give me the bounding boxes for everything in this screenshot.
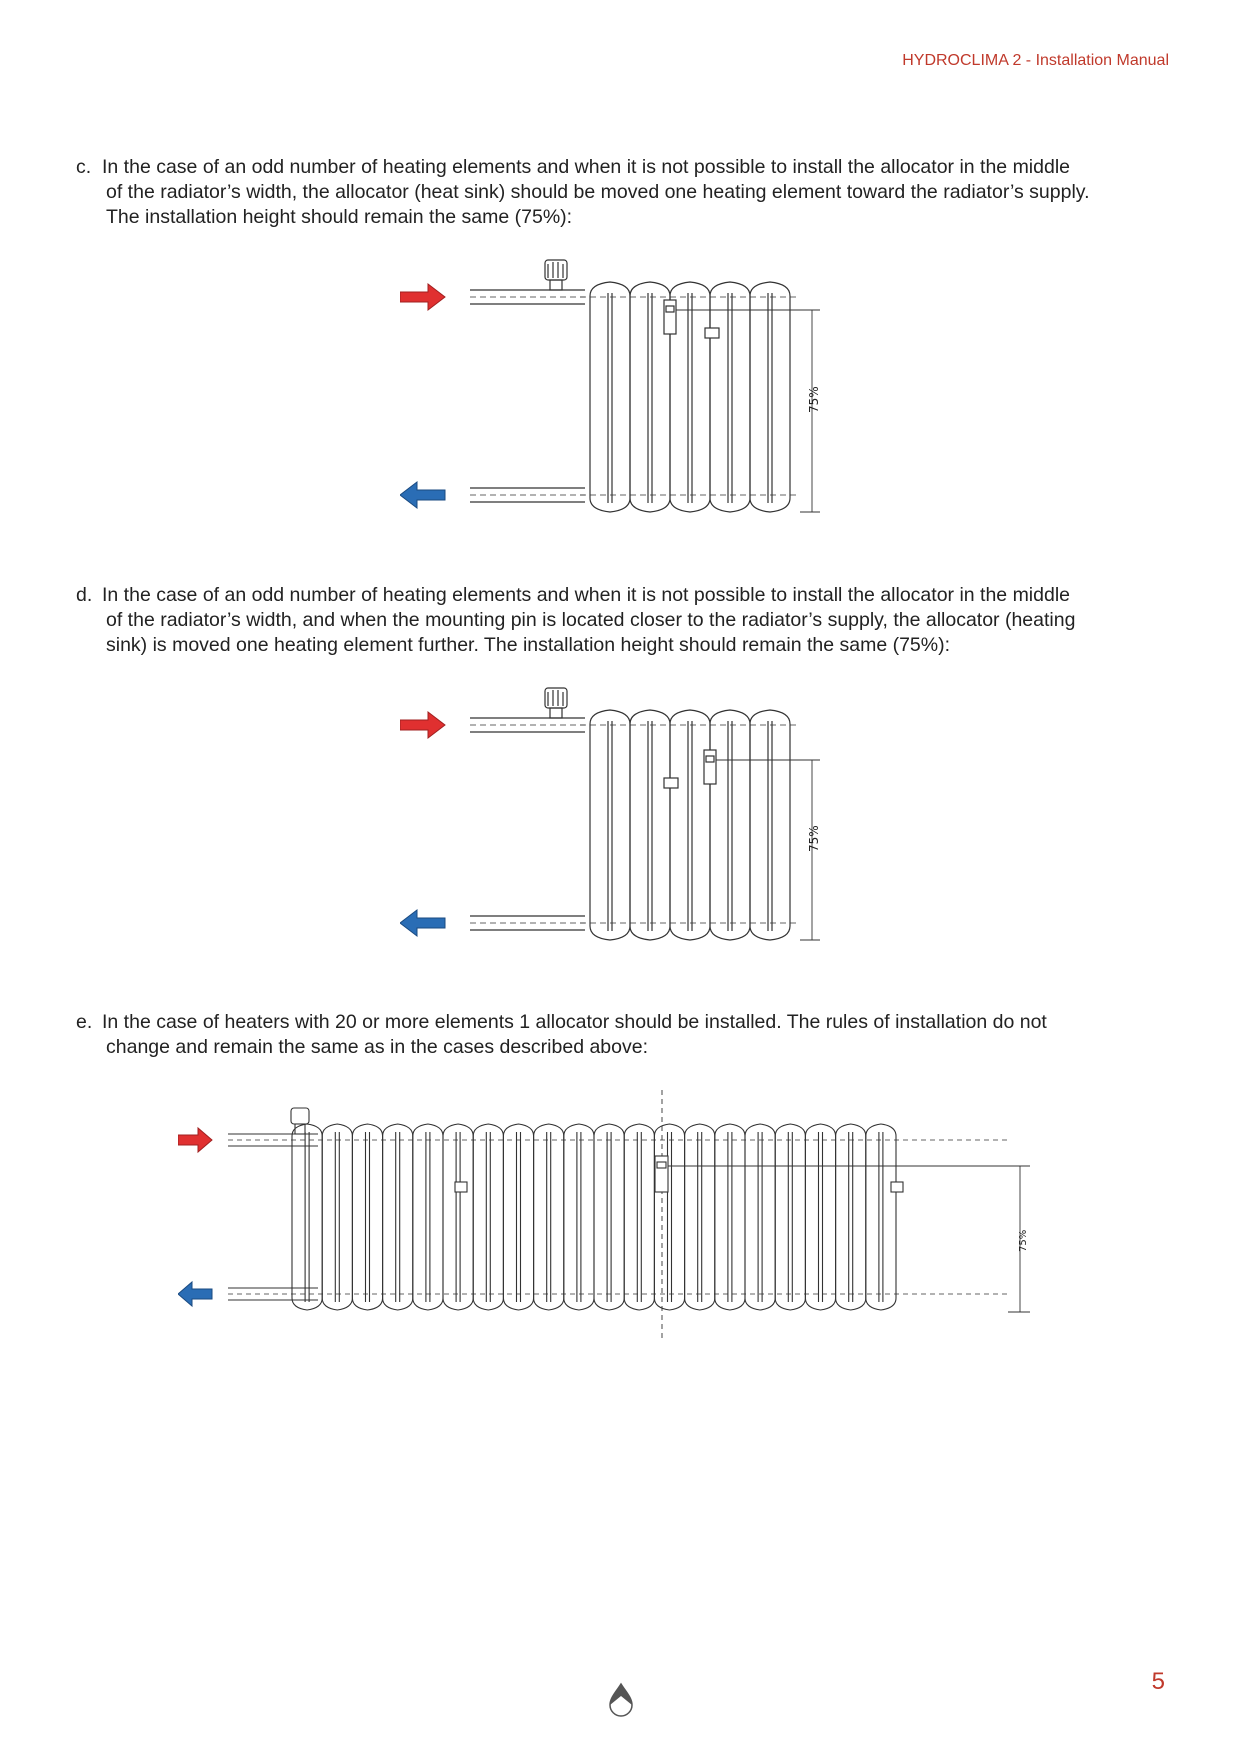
radiator-section bbox=[503, 1124, 533, 1310]
radiator-figure-d bbox=[400, 676, 850, 946]
allocator bbox=[664, 300, 676, 334]
instruction-c-line-3: The installation height should remain the same (75%): bbox=[106, 206, 573, 228]
radiator-section bbox=[775, 1124, 805, 1310]
allocator bbox=[655, 1156, 668, 1192]
radiator-section bbox=[413, 1124, 443, 1310]
instruction-e-line-1: e. In the case of heaters with 20 or more elements 1 allocator should be installed. The rules of installation do not bbox=[76, 1011, 1047, 1033]
instruction-d bbox=[76, 583, 1186, 658]
radiator-sections bbox=[590, 710, 790, 940]
instruction-d-line-3: sink) is moved one heating element further. The installation height should remain the same (75%): bbox=[106, 634, 951, 656]
radiator-section bbox=[685, 1124, 715, 1310]
radiator-figure-c bbox=[400, 248, 850, 518]
radiator-section bbox=[805, 1124, 835, 1310]
radiator-sections bbox=[292, 1124, 896, 1310]
radiator-sections bbox=[590, 282, 790, 512]
radiator-section bbox=[594, 1124, 624, 1310]
mounting-pin bbox=[455, 1182, 467, 1192]
page-number: 5 bbox=[1151, 1668, 1165, 1695]
instruction-d-line-2: of the radiator’s width, and when the mounting pin is located closer to the radiator’s supply, the allocator (heating bbox=[106, 609, 1076, 631]
supply-arrow-icon bbox=[178, 1128, 212, 1152]
radiator-section bbox=[836, 1124, 866, 1310]
radiator-section bbox=[564, 1124, 594, 1310]
radiator-section bbox=[383, 1124, 413, 1310]
radiator-figure-e bbox=[178, 1090, 1048, 1350]
list-marker: d. bbox=[76, 584, 93, 606]
return-arrow-icon bbox=[400, 482, 445, 508]
mounting-pin bbox=[664, 778, 678, 788]
mounting-pin bbox=[891, 1182, 903, 1192]
instruction-e-line-2: change and remain the same as in the cases described above: bbox=[106, 1036, 649, 1058]
return-arrow-icon bbox=[178, 1282, 212, 1306]
radiator-section bbox=[534, 1124, 564, 1310]
instruction-c-line-2: of the radiator’s width, the allocator (heat sink) should be moved one heating element toward the radiator’s supply. bbox=[106, 181, 1090, 203]
dimension-label: 75% bbox=[807, 825, 821, 852]
radiator-section bbox=[654, 1124, 684, 1310]
dimension-label: 75% bbox=[807, 386, 821, 413]
instruction-c-line-1: c. In the case of an odd number of heating elements and when it is not possible to install the allocator in the middle bbox=[76, 156, 1071, 178]
running-header: HYDROCLIMA 2 - Installation Manual bbox=[902, 52, 1169, 69]
instruction-d-line-1: d. In the case of an odd number of heating elements and when it is not possible to install the allocator in the middle bbox=[76, 584, 1071, 606]
radiator-section bbox=[866, 1124, 896, 1310]
radiator-section bbox=[443, 1124, 473, 1310]
instruction-e bbox=[76, 1010, 1186, 1060]
dimension-label: 75% bbox=[1018, 1229, 1029, 1252]
supply-arrow-icon bbox=[400, 284, 445, 310]
allocator bbox=[704, 750, 716, 784]
drop-logo-icon bbox=[608, 1682, 634, 1718]
radiator-section bbox=[624, 1124, 654, 1310]
radiator-section bbox=[352, 1124, 382, 1310]
instruction-c bbox=[76, 155, 1186, 230]
radiator-section bbox=[745, 1124, 775, 1310]
list-marker: e. bbox=[76, 1011, 93, 1033]
mounting-pin bbox=[705, 328, 719, 338]
list-marker: c. bbox=[76, 156, 92, 178]
radiator-section bbox=[322, 1124, 352, 1310]
radiator-section bbox=[292, 1124, 322, 1310]
return-arrow-icon bbox=[400, 910, 445, 936]
radiator-section bbox=[473, 1124, 503, 1310]
radiator-section bbox=[715, 1124, 745, 1310]
supply-arrow-icon bbox=[400, 712, 445, 738]
